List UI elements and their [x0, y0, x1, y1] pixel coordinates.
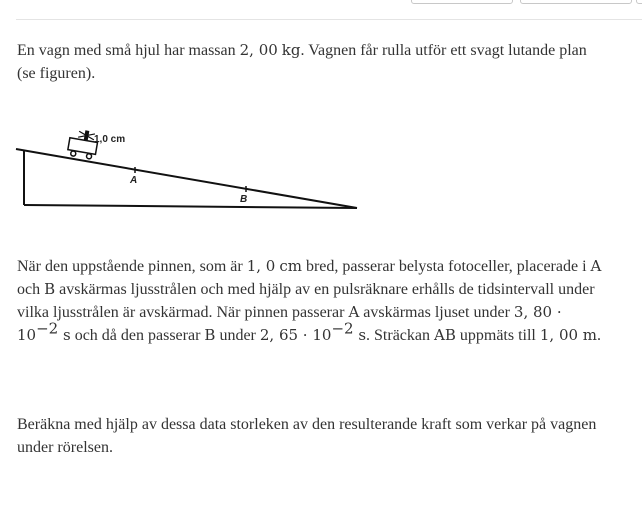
text: avskärmas ljusstrålen och med hjälp av en pulsräknare erhålls de tidsintervall under vilka ljusstrålen är avskärmad. När pinnen passerar	[17, 281, 595, 321]
cart-wheel	[70, 151, 76, 157]
header-divider	[16, 19, 642, 20]
text: . Sträckan	[366, 327, 435, 344]
toolbar-button-1[interactable]	[411, 0, 513, 4]
time-b-exponent: −2	[331, 319, 354, 338]
time-b-value: 2, 65 · 10	[259, 326, 332, 344]
time-a-unit: s	[58, 326, 71, 344]
text: . Vagnen får rulla utför ett svagt lutande plan (se figuren).	[17, 42, 587, 82]
segment-ab: AB	[434, 326, 456, 344]
text: uppmäts till	[455, 327, 540, 344]
text: En vagn med små hjul har massan	[17, 42, 240, 59]
mass-value: 2, 00	[239, 41, 278, 59]
text: .	[597, 327, 602, 344]
point-b: B	[204, 326, 216, 344]
inclined-plane-figure	[12, 122, 364, 214]
distance-value: 1, 00 m	[539, 326, 598, 344]
point-b-label: B	[240, 194, 248, 205]
toolbar-button-3[interactable]	[636, 0, 642, 4]
problem-description	[17, 255, 607, 347]
text: och	[17, 281, 45, 298]
text: avskärmas ljuset under	[359, 304, 514, 321]
point-a: A	[348, 303, 360, 321]
pin-width-unit: cm	[279, 257, 302, 275]
base-line	[24, 205, 357, 208]
problem-intro	[17, 39, 607, 85]
time-a-exponent: −2	[36, 319, 59, 338]
pin-width-value: 1, 0	[246, 257, 276, 275]
point-b: B	[44, 280, 56, 298]
text: och då den passerar	[70, 327, 205, 344]
toolbar-button-2[interactable]	[520, 0, 632, 4]
text: under	[215, 327, 260, 344]
text: När den uppstående pinnen, som är	[17, 258, 247, 275]
mass-unit: kg	[281, 41, 301, 59]
cart-wheel	[86, 153, 92, 159]
problem-question: Beräkna med hjälp av dessa data storleken av den resulterande kraft som verkar på vagnen under rörelsen.	[17, 416, 597, 456]
time-b-unit: s	[353, 326, 367, 344]
text: bred, passerar belysta fotoceller, placerade i	[301, 258, 591, 275]
point-a: A	[590, 257, 602, 275]
point-a-label: A	[130, 175, 138, 186]
incline-line	[16, 149, 357, 208]
pin-width-label: 1,0 cm	[94, 134, 126, 145]
time-a-value: 3, 80 · 10	[17, 303, 562, 344]
